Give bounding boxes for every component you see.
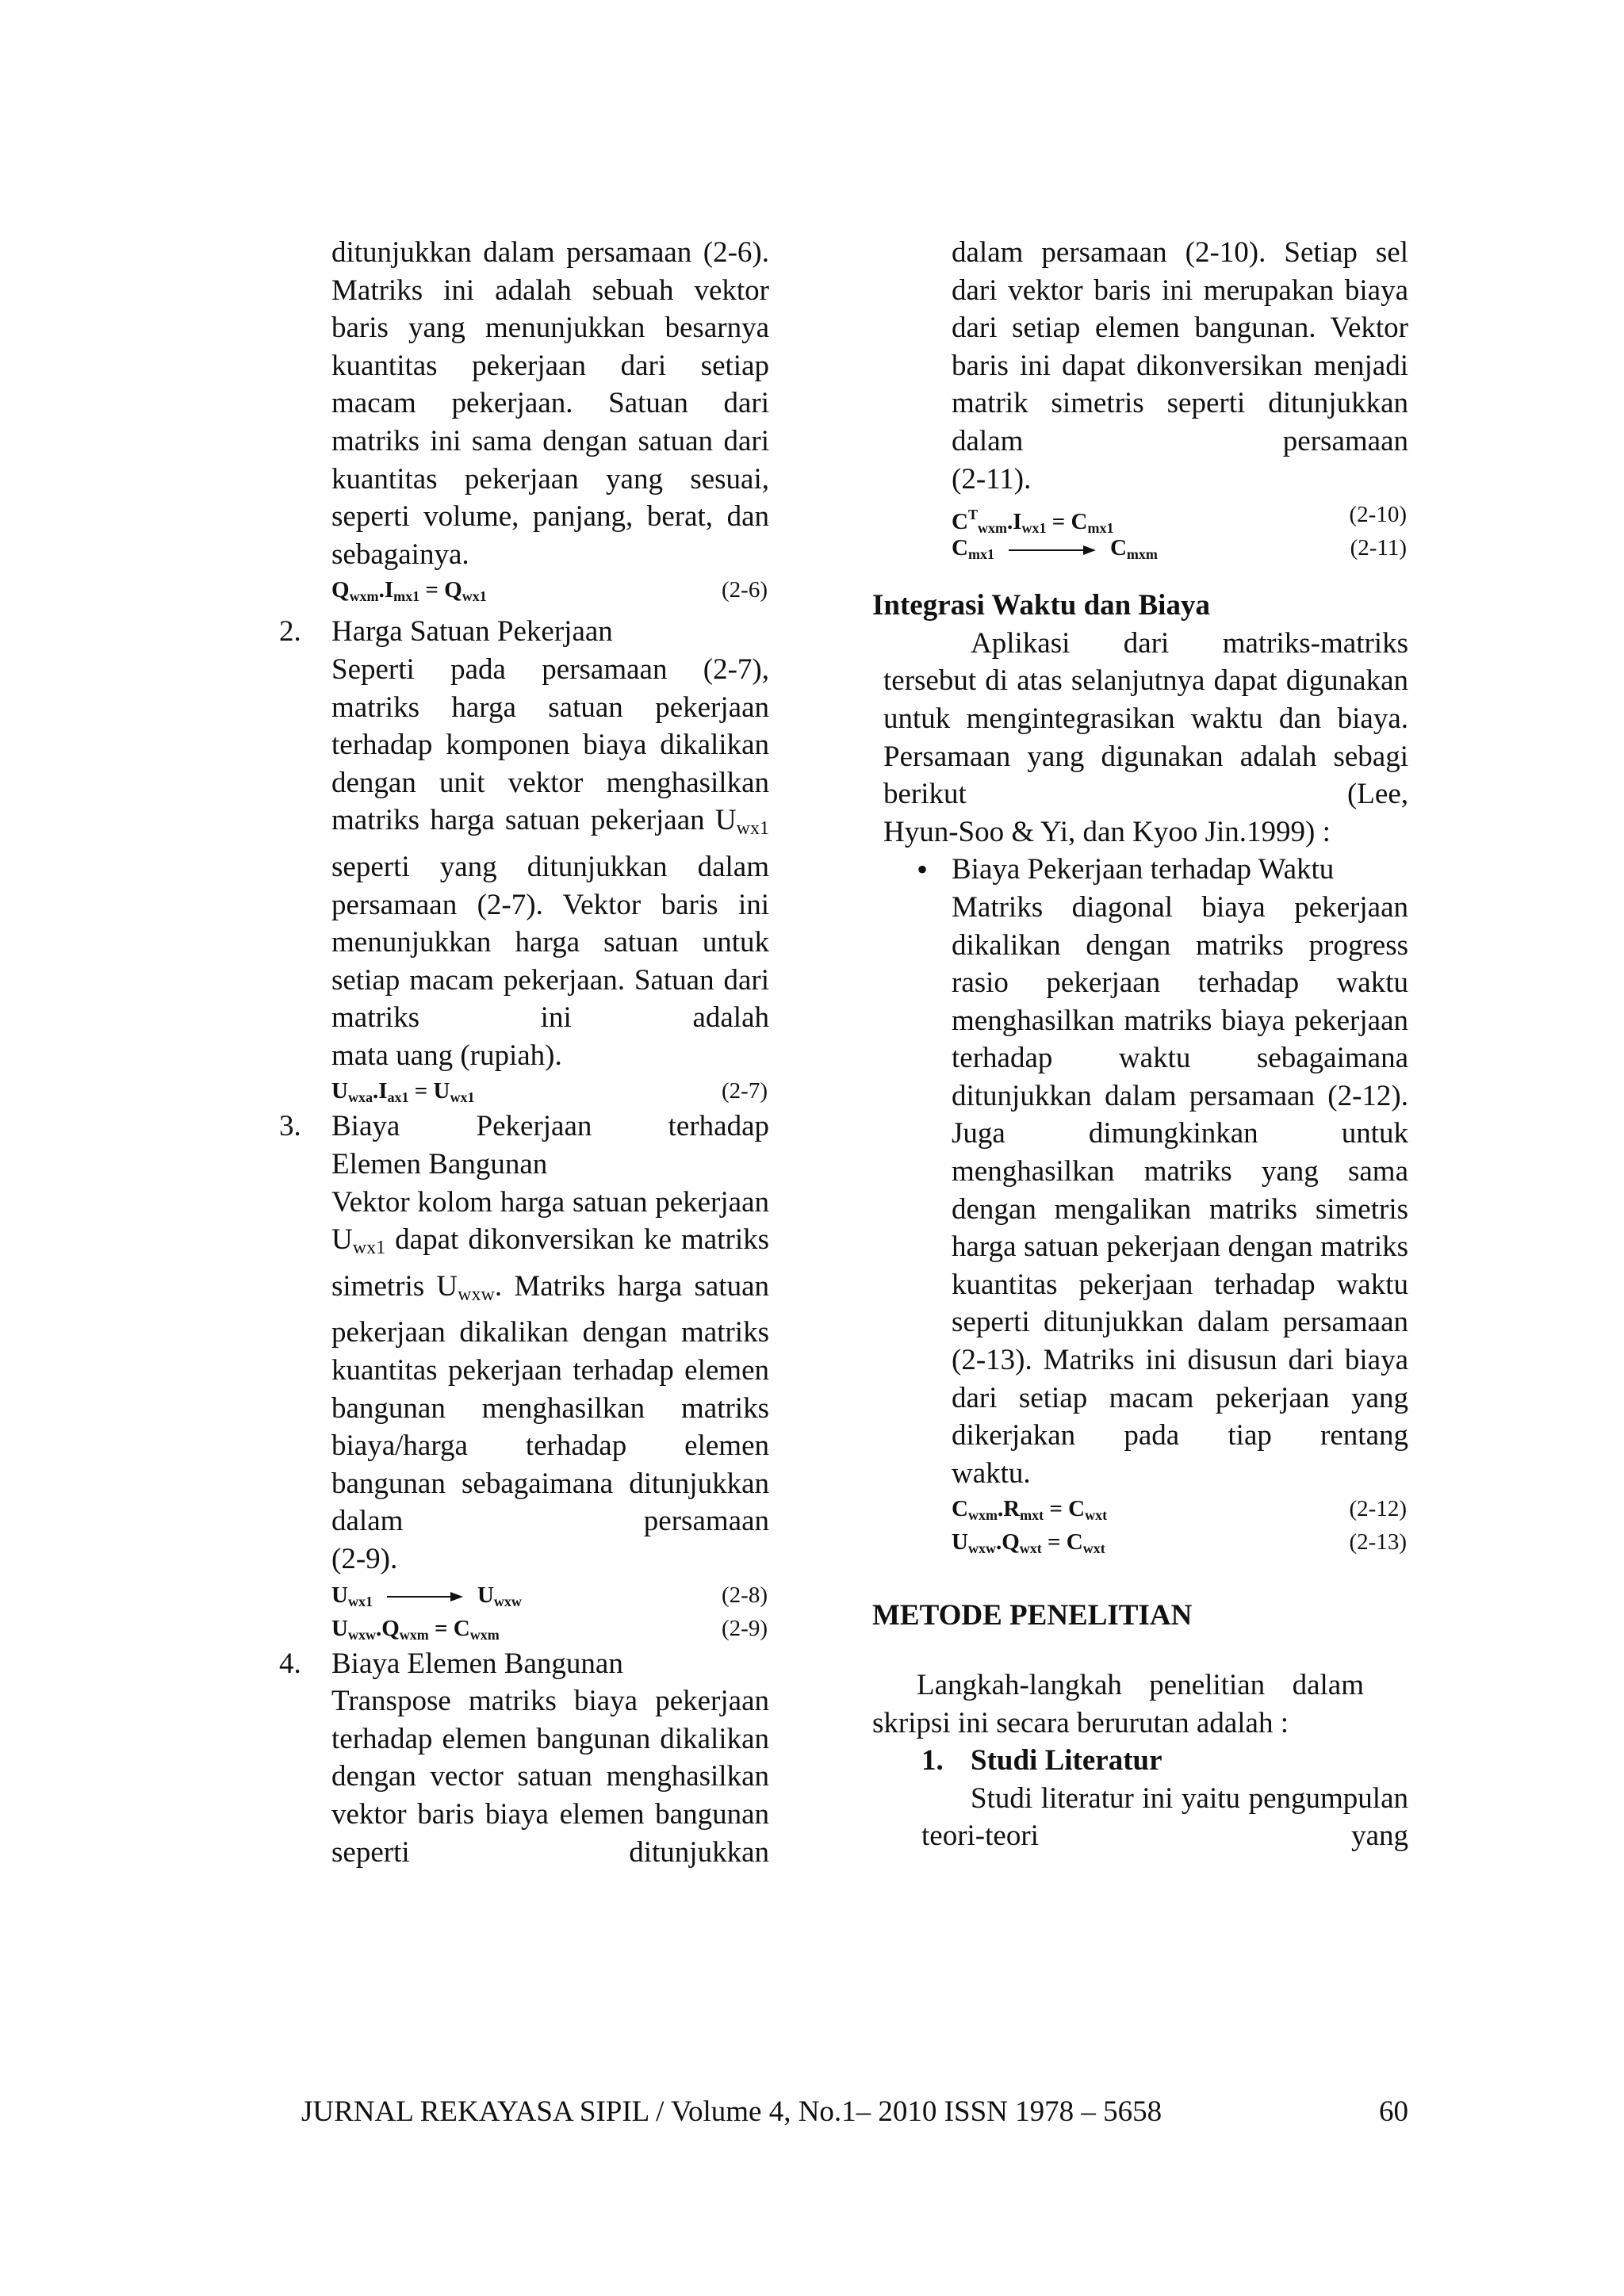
list-marker: 3. <box>279 1110 301 1143</box>
bullet-text: Matriks diagonal biaya pekerjaan dikalikan dengan matriks progress rasio pekerjaan terhadap waktu menghasilkan matriks biaya pekerjaan terhadap waktu sebagaimana ditunjukkan dalam persamaan (2-12). Juga dimungkinkan untuk menghasilkan matriks yang sama dengan mengalikan matriks simetris harga satuan pekerjaan dengan matriks kuantitas pekerjaan terhadap waktu seperti ditunjukkan dalam persamaan (2-13). Matriks ini disusun dari biaya dari setiap macam pekerjaan yang dikerjakan pada tiap rentang waktu. <box>952 890 1408 1490</box>
equation-2-13 <box>952 1525 1408 1559</box>
equation-number: (2-11) <box>1350 535 1407 561</box>
equation-2-9 <box>331 1612 769 1645</box>
equation-2-10 <box>952 498 1408 537</box>
equation-formula: $C_{wxm}.R_{mxt} = C_{wxt}$ <box>952 1496 1108 1524</box>
equation-number: (2-12) <box>1349 1496 1407 1522</box>
right-arrow-icon <box>1009 544 1096 557</box>
list-marker: 4. <box>279 1647 301 1680</box>
paragraph: dalam persamaan (2-10). Setiap sel dari vektor baris ini merupakan biaya dari setiap elemen bangunan. Vektor baris ini dapat dikonversikan menjadi matrik simetris seperti ditunjukkan dalam persamaan (2-11). <box>952 236 1408 496</box>
list-item-text: Transpose matriks biaya pekerjaan terhadap elemen bangunan dikalikan dengan vector satuan menghasilkan vektor baris biaya elemen bangunan seperti ditunjukkan <box>331 1685 769 1869</box>
list-marker: 2. <box>279 615 301 649</box>
list-item-3 <box>279 1108 769 1578</box>
equation-2-12 <box>952 1492 1408 1525</box>
section-heading: Integrasi Waktu dan Biaya <box>872 589 1210 622</box>
list-item-step-1 <box>921 1742 1408 1855</box>
paragraph: Aplikasi dari matriks-matriks tersebut di atas selanjutnya dapat digunakan untuk mengintegrasikan waktu dan biaya. Persamaan yang digunakan adalah sebagi berikut (Lee, Hyun-Soo & Yi, dan Kyoo Jin.1999) : <box>883 626 1408 848</box>
equation-number: (2-9) <box>722 1615 768 1641</box>
equation-formula: $U_{wx1}$ $U_{wxw}$ <box>331 1582 522 1609</box>
equation-number: (2-10) <box>1349 502 1407 528</box>
list-item-2 <box>279 613 769 1074</box>
list-item-title: Biaya Pekerjaan terhadap Elemen Bangunan <box>331 1110 769 1181</box>
journal-citation: JURNAL REKAYASA SIPIL / Volume 4, No.1– 2010 ISSN 1978 – 5658 <box>301 2095 1162 2128</box>
equation-formula: $U_{wxw}.Q_{wxt} = C_{wxt}$ <box>952 1529 1105 1557</box>
list-item-title: Biaya Elemen Bangunan <box>331 1647 623 1680</box>
equation-formula: $C_{mx1}$ $C_{mxm}$ <box>952 535 1158 563</box>
paragraph: Langkah-langkah penelitian dalam skripsi ini secara berurutan adalah : <box>872 1669 1364 1739</box>
list-item-text: Vektor kolom harga satuan pekerjaan $U_{wx1}$ dapat dikonversikan ke matriks simetris $U_{wxw}$. Matriks harga satuan pekerjaan dikalikan dengan matriks kuantitas pekerjaan terhadap elemen bangunan menghasilkan matriks biaya/harga terhadap elemen bangunan sebagaimana ditunjukkan dalam persamaan (2-9). <box>331 1185 769 1575</box>
equation-formula: $C^T_{wxm}.I_{wx1} = C_{mx1}$ <box>952 507 1114 537</box>
equation-2-8 <box>331 1578 769 1612</box>
equation-2-7 <box>331 1074 769 1108</box>
right-column <box>872 234 1408 1855</box>
page-number: 60 <box>1379 2095 1408 2128</box>
list-item-title: Harga Satuan Pekerjaan <box>331 615 613 649</box>
equation-number: (2-7) <box>722 1078 768 1104</box>
bullet-title: Biaya Pekerjaan terhadap Waktu <box>952 853 1335 886</box>
equation-2-6 <box>331 573 769 607</box>
left-column <box>279 234 769 1871</box>
section-heading: METODE PENELITIAN <box>872 1599 1193 1632</box>
page-footer <box>301 2093 1408 2130</box>
paragraph-last-line: sebagainya. <box>331 538 469 571</box>
equation-number: (2-6) <box>722 577 768 603</box>
list-item-text: Seperti pada persamaan (2-7), matriks harga satuan pekerjaan terhadap komponen biaya dikalikan dengan unit vektor menghasilkan matriks harga satuan pekerjaan $U_{wx1}$ seperti yang ditunjukkan dalam persamaan (2-7). Vektor baris ini menunjukkan harga satuan untuk setiap macam pekerjaan. Satuan dari matriks ini adalah mata uang (rupiah). <box>331 652 769 1072</box>
list-marker: 1. <box>921 1744 944 1777</box>
equation-number: (2-8) <box>722 1582 768 1608</box>
equation-formula: $U_{wxw}.Q_{wxm} = C_{wxm}$ <box>331 1615 500 1643</box>
equation-formula: $Q_{wxm}.I_{mx1} = Q_{wx1}$ <box>331 577 487 605</box>
list-item-title: Studi Literatur <box>971 1744 1162 1777</box>
equation-formula: $U_{wxa}.I_{ax1} = U_{wx1}$ <box>331 1078 475 1106</box>
bullet-item <box>917 851 1408 1559</box>
bullet-marker: • <box>917 851 929 888</box>
equation-number: (2-13) <box>1349 1529 1407 1556</box>
list-item-text: Studi literatur ini yaitu pengumpulan teori-teori yang <box>921 1781 1408 1853</box>
list-item-4 <box>279 1645 769 1872</box>
equation-2-11 <box>952 531 1408 564</box>
right-arrow-icon <box>387 1590 463 1603</box>
paragraph <box>331 234 769 573</box>
paragraph-text: ditunjukkan dalam persamaan (2-6). Matriks ini adalah sebuah vektor baris yang menunjukkan besarnya kuantitas pekerjaan dari setiap macam pekerjaan. Satuan dari matriks ini sama dengan satuan dari kuantitas pekerjaan yang sesuai, seperti volume, panjang, berat, dan <box>331 236 769 534</box>
